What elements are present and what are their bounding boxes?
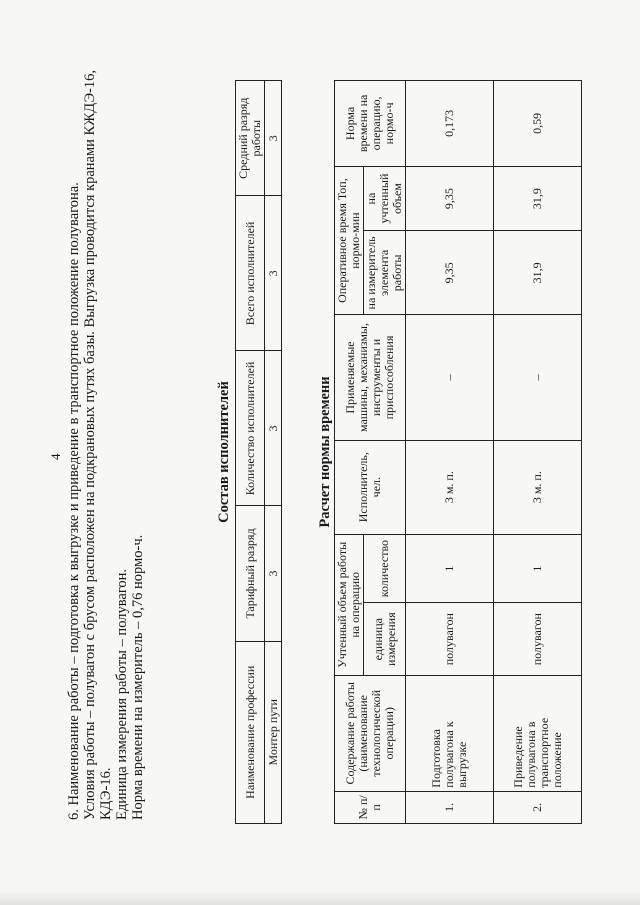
norm-table (334, 80, 582, 824)
norm-header-per-elem: на измеритель элемента работы (364, 231, 406, 315)
norm-cell-executor: 3 м. п. (406, 440, 494, 534)
staff-header-row (236, 81, 265, 824)
norm-cell-content: Приведение полувагона в транспортное положение (494, 675, 582, 791)
norm-cell-unit: полувагон (406, 603, 494, 675)
norm-header-row-1 (335, 81, 364, 824)
staff-table (235, 80, 282, 824)
intro-line-work-name: 6. Наименование работы – подготовка к выгрузке и приведение в транспортное положение полувагона. (66, 182, 82, 820)
table-row (265, 81, 282, 824)
intro-line-unit: Единица измерения работы – полувагон. (114, 568, 130, 820)
norm-header-qty: количество (364, 534, 406, 603)
norm-cell-qty: 1 (494, 534, 582, 603)
table-row (494, 81, 582, 824)
staff-header-count: Количество исполнителей (236, 351, 265, 506)
staff-header-profession: Наименование профессии (236, 641, 265, 823)
staff-header-grade: Тарифный разряд (236, 506, 265, 641)
intro-text (66, 60, 146, 820)
scan-shadow (0, 891, 640, 905)
norm-cell-per-vol: 31,9 (494, 166, 582, 231)
rotated-content (40, 40, 600, 860)
norm-header-norm: Норма времени на операцию, нормо-ч (335, 81, 406, 167)
norm-header-content: Содержание работы (наименование технологической операции) (335, 675, 406, 791)
norm-cell-norm: 0,173 (406, 81, 494, 167)
norm-cell-machines: – (494, 315, 582, 440)
norm-cell-norm: 0,59 (494, 81, 582, 167)
norm-cell-executor: 3 м. п. (494, 440, 582, 534)
intro-line-conditions: Условия работы – полувагон с брусом расположен на подкрановых путях базы. Выгрузка проводится кранами КЖДЭ-16, КДЭ-16. (82, 70, 114, 820)
staff-cell-avg-grade: 3 (265, 81, 282, 196)
norm-header-num: № п/п (335, 791, 406, 823)
table-row (406, 81, 494, 824)
norm-header-machines: Применяемые машины, механизмы, инструменты и приспособления (335, 315, 406, 440)
norm-header-per-vol: на учтенный объем (364, 166, 406, 231)
norm-cell-per-vol: 9,35 (406, 166, 494, 231)
page-number: 4 (48, 453, 63, 460)
norm-cell-per-elem: 9,35 (406, 231, 494, 315)
staff-cell-grade: 3 (265, 506, 282, 641)
norm-header-volume: Учтенный объем работы на операцию (335, 534, 364, 675)
norm-cell-machines: – (406, 315, 494, 440)
staff-title: Состав исполнителей (216, 381, 232, 523)
staff-header-avg-grade: Средний разряд работы (236, 81, 265, 196)
norm-cell-content: Подготовка полувагона к выгрузке (406, 675, 494, 791)
norm-title: Расчет нормы времени (317, 376, 333, 528)
norm-header-unit: единица измерения (364, 603, 406, 675)
staff-cell-count: 3 (265, 351, 282, 506)
norm-cell-unit: полувагон (494, 603, 582, 675)
norm-header-optime: Оперативное время Топ, нормо-мин (335, 166, 364, 315)
norm-cell-num: 2. (494, 791, 582, 823)
intro-line-norm: Норма времени на измеритель – 0,76 нормо-ч. (130, 534, 146, 820)
norm-header-executor: Исполнитель, чел. (335, 440, 406, 534)
norm-cell-qty: 1 (406, 534, 494, 603)
staff-cell-total: 3 (265, 196, 282, 351)
norm-cell-per-elem: 31,9 (494, 231, 582, 315)
staff-header-total: Всего исполнителей (236, 196, 265, 351)
norm-cell-num: 1. (406, 791, 494, 823)
staff-cell-profession: Монтер пути (265, 641, 282, 823)
